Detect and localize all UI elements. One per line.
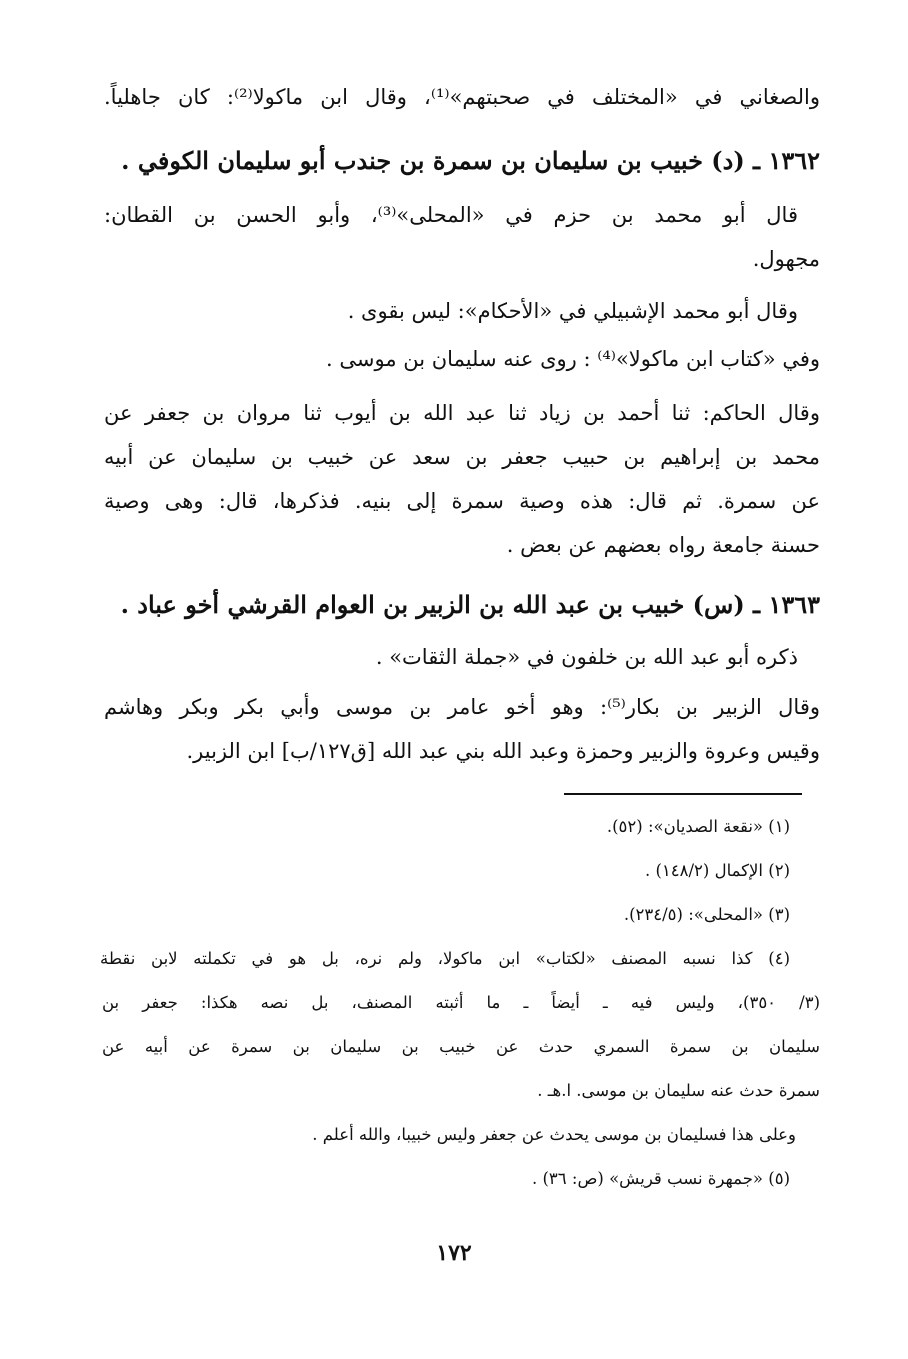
footnote-5: (٥) «جمهرة نسب قريش» (ص: ٣٦) . xyxy=(531,1169,790,1188)
body-line-9: عن سمرة. ثم قال: هذه وصية سمرة إلى بنيه. فذكرها، قال: وهى وصية xyxy=(104,489,820,513)
footnote-2: (٢) الإكمال (١٤٨/٢) . xyxy=(644,861,790,880)
body-line-14: وقيس وعروة والزبير وحمزة وعبد الله بني عبد الله [ق١٢٧/ب] ابن الزبير. xyxy=(186,739,820,763)
body-line-10: حسنة جامعة رواه بعضهم عن بعض . xyxy=(506,533,820,557)
body-line-4: مجهول. xyxy=(752,247,820,271)
footnote-1: (١) «نقعة الصديان»: (٥٢). xyxy=(606,817,790,836)
body-line-8: محمد بن إبراهيم بن حبيب جعفر بن سعد عن خبيب بن سليمان عن أبيه xyxy=(104,445,820,469)
body-line-3: قال أبو محمد بن حزم في «المحلى»⁽³⁾، وأبو الحسن بن القطان: xyxy=(104,203,798,227)
entry-heading-1363: ١٣٦٣ ـ (س) خبيب بن عبد الله بن الزبير بن العوام القرشي أخو عباد . xyxy=(120,590,820,619)
entry-heading-1362: ١٣٦٢ ـ (د) خبيب بن سليمان بن سمرة بن جندب أبو سليمان الكوفي . xyxy=(121,146,820,175)
page-number: ١٧٢ xyxy=(436,1240,472,1266)
body-line-5: وقال أبو محمد الإشبيلي في «الأحكام»: ليس بقوى . xyxy=(347,299,798,323)
footnote-3: (٣) «المحلى»: (٢٣٤/٥). xyxy=(623,905,790,924)
body-line-12: ذكره أبو عبد الله بن خلفون في «جملة الثقات» . xyxy=(375,645,798,669)
footnote-4-line-2: (٣/ ٣٥٠)، وليس فيه ـ أيضاً ـ ما أثبته المصنف، بل نصه هكذا: جعفر بن xyxy=(102,993,820,1012)
footnote-4-line-3: سليمان بن سمرة السمري حدث عن خبيب بن سليمان بن سمرة عن أبيه عن xyxy=(102,1037,820,1056)
footnote-4-line-4: سمرة حدث عنه سليمان بن موسى. ا.هـ . xyxy=(537,1081,820,1100)
footnote-4-line-5: وعلى هذا فسليمان بن موسى يحدث عن جعفر وليس خبيبا، والله أعلم . xyxy=(312,1125,796,1144)
footnote-divider xyxy=(564,793,802,795)
body-line-13: وقال الزبير بن بكار⁽⁵⁾: وهو أخو عامر بن موسى وأبي بكر وبكر وهاشم xyxy=(104,695,820,719)
body-line-6: وفي «كتاب ابن ماكولا»⁽⁴⁾ : روى عنه سليمان بن موسى . xyxy=(326,347,820,371)
body-line-7: وقال الحاكم: ثنا أحمد بن زياد ثنا عبد الله بن أيوب ثنا مروان بن جعفر عن xyxy=(104,401,820,425)
footnote-4-line-1: (٤) كذا نسبه المصنف «لكتاب» ابن ماكولا، ولم نره، بل هو في تكملته لابن نقطة xyxy=(100,949,790,968)
body-line-1: والصغاني في «المختلف في صحبتهم»⁽¹⁾، وقال ابن ماكولا⁽²⁾: كان جاهلياً. xyxy=(104,85,820,109)
